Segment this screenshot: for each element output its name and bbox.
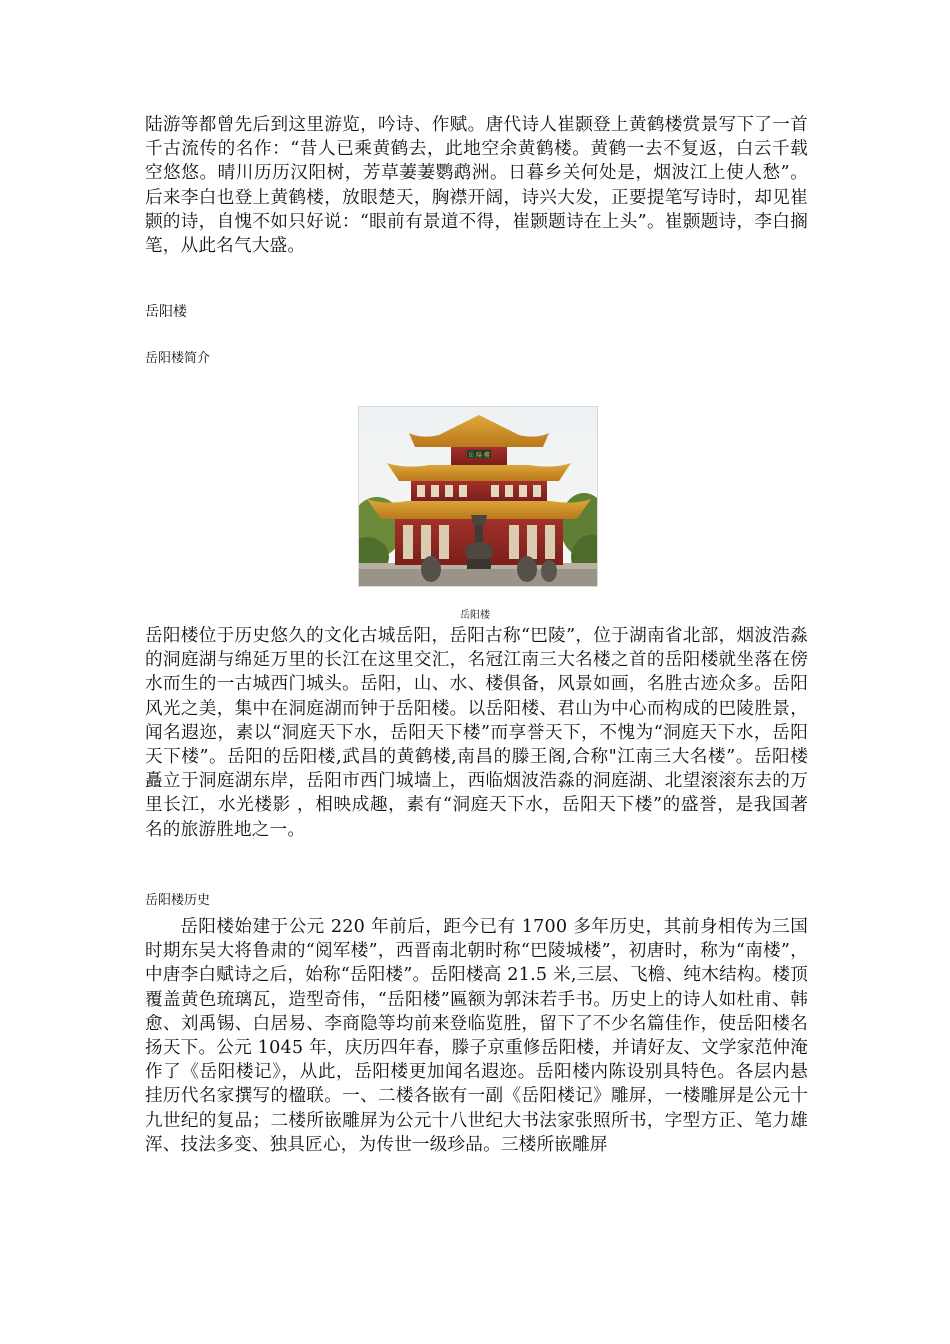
image-caption: 岳阳楼 — [460, 610, 490, 621]
intro-body: 岳阳楼位于历史悠久的文化古城岳阳，岳阳古称“巴陵”，位于湖南省北部，烟波浩淼的洞庭湖与绵延万里的长江在这里交汇，名冠江南三大名楼之首的岳阳楼就坐落在傍水而生的一古城西门城头。岳阳，山、水、楼俱备，风景如画，名胜古迹众多。岳阳风光之美，集中在洞庭湖而钟于岳阳楼。以岳阳楼、君山为中心而构成的巴陵胜景，闻名遐迩，素以“洞庭天下水，岳阳天下楼”而享誉天下，不愧为“洞庭天下水，岳阳天下楼”。岳阳的岳阳楼,武昌的黄鹤楼,南昌的滕王阁,合称"江南三大名楼”。岳阳楼矗立于洞庭湖东岸，岳阳市西门城墙上，西临烟波浩淼的洞庭湖、北望滚滚东去的万里长江，水光楼影 ，相映成趣，素有“洞庭天下水，岳阳天下楼”的盛誉，是我国著名的旅游胜地之一。 — [145, 626, 808, 840]
section-title: 岳阳楼 — [145, 304, 187, 320]
yueyang-tower-photo — [358, 406, 598, 587]
subsection-intro-title: 岳阳楼简介 — [145, 351, 211, 366]
history-body: 岳阳楼始建于公元 220 年前后，距今已有 1700 多年历史，其前身相传为三国时期东吴大将鲁肃的“阅军楼”，西晋南北朝时称“巴陵城楼”，初唐时，称为“南楼”，中唐李白赋诗之后，始称“岳阳楼”。岳阳楼高 21.5 米,三层、飞檐、纯木结构。楼顶覆盖黄色琉璃瓦，造型奇伟，“岳阳楼”匾额为郭沫若手书。历史上的诗人如杜甫、韩愈、刘禹锡、白居易、李商隐等均前来登临览胜，留下了不少名篇佳作，使岳阳楼名扬天下。公元 1045 年，庆历四年春，滕子京重修岳阳楼，并请好友、文学家范仲淹作了《岳阳楼记》，从此，岳阳楼更加闻名遐迩。岳阳楼内陈设别具特色。各层内悬挂历代名家撰写的楹联。一、二楼各嵌有一副《岳阳楼记》雕屏，一楼雕屏是公元十九世纪的复品；二楼所嵌雕屏为公元十八世纪大书法家张照所书，字型方正、笔力雄浑、技法多变、独具匠心，为传世一级珍品。三楼所嵌雕屏 — [145, 917, 808, 1155]
intro-paragraph: 陆游等都曾先后到这里游览，吟诗、作赋。唐代诗人崔颢登上黄鹤楼赏景写下了一首千古流传的名作：“昔人已乘黄鹤去，此地空余黄鹤楼。黄鹤一去不复返，白云千载空悠悠。晴川历历汉阳树，芳草萋萋鹦鹉洲。日暮乡关何处是，烟波江上使人愁”。后来李白也登上黄鹤楼，放眼楚天，胸襟开阔，诗兴大发，正要提笔写诗时，却见崔颢的诗，自愧不如只好说：“眼前有景道不得，崔颢题诗在上头”。崔颢题诗，李白搁笔，从此名气大盛。 — [145, 115, 808, 257]
subsection-history-title: 岳阳楼历史 — [145, 893, 211, 908]
plaque-text: 岳 陽 樓 — [468, 452, 490, 459]
